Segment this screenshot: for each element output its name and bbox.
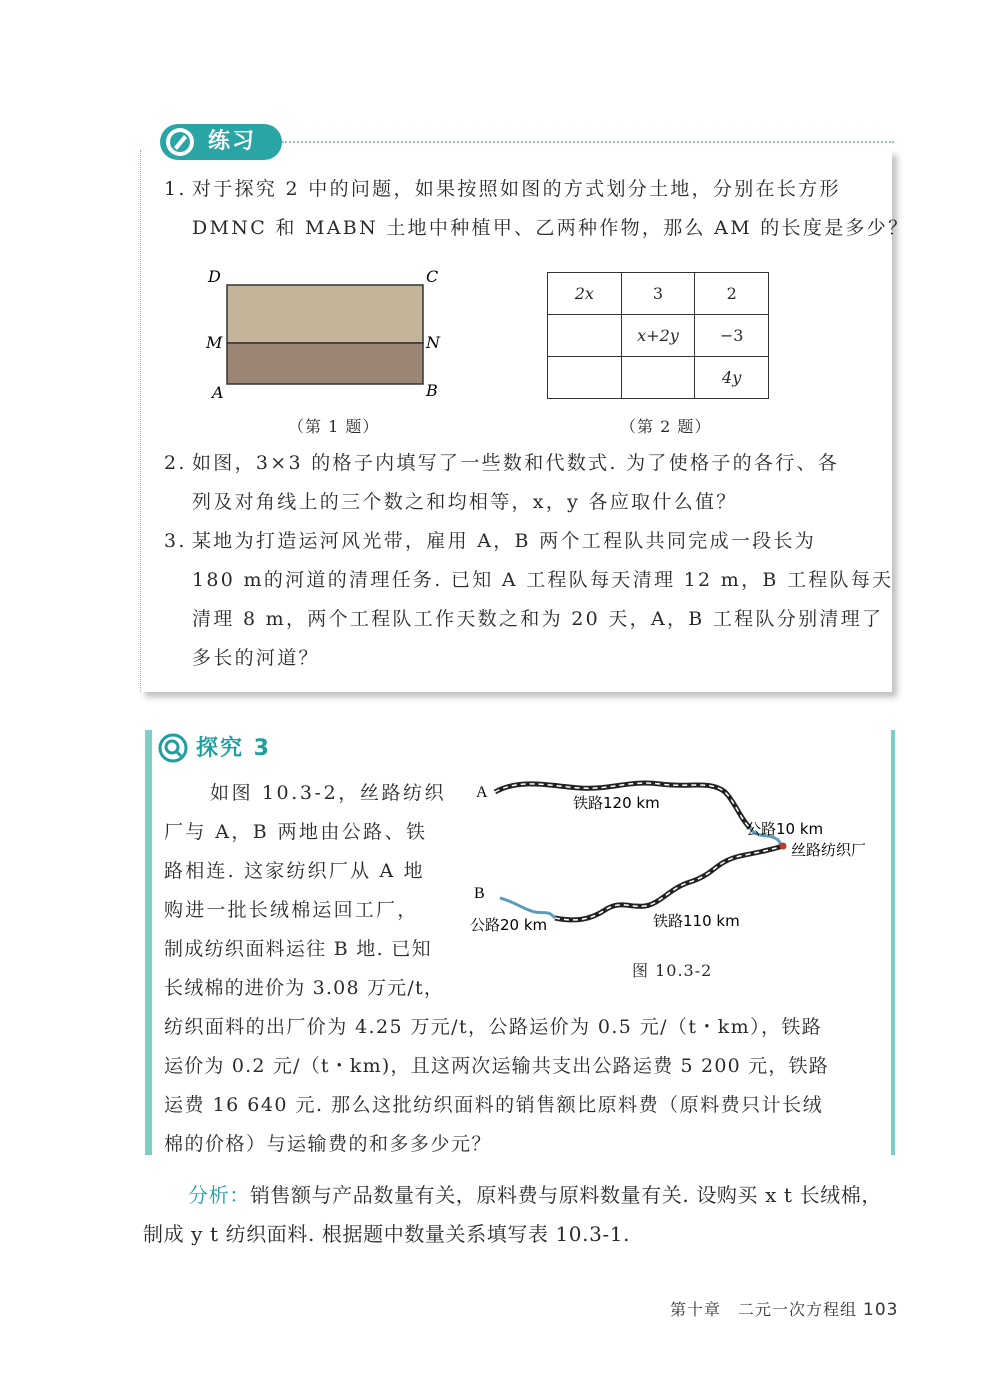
magnifier-icon [158, 733, 188, 763]
practice-header-rule [282, 141, 894, 143]
explore-left-bar [145, 730, 152, 1155]
figure-1-caption: （第 1 题） [288, 417, 380, 436]
question-2-line-1 [164, 444, 839, 483]
explore-text-line: 运价为 0.2 元/（t・km)，且这两次运输共支出公路运费 5 200 元，铁路 [164, 1055, 829, 1077]
question-text: 如图，3×3 的格子内填写了一些数和代数式. 为了使格子的各行、各 [192, 452, 840, 474]
label-c: C [426, 267, 439, 286]
question-3-line-2: 180 m的河道的清理任务. 已知 A 工程队每天清理 12 m，B 工程队每天 [192, 569, 894, 591]
question-3-line-3: 清理 8 m，两个工程队工作天数之和为 20 天，A，B 工程队分别清理了 [192, 608, 884, 630]
explore-text-line: 运费 16 640 元. 那么这批纺织面料的销售额比原料费（原料费只计长绒 [164, 1094, 824, 1116]
question-3-line-1 [164, 522, 816, 561]
explore-text-line: 棉的价格）与运输费的和多多少元？ [164, 1133, 493, 1155]
map-rail-bottom: 铁路110 km [653, 912, 740, 930]
explore-right-bar [891, 730, 895, 1155]
question-text: 对于探究 2 中的问题，如果按照如图的方式划分土地，分别在长方形 [192, 178, 841, 200]
grid-cell: 4y [695, 357, 769, 399]
practice-badge [160, 124, 282, 160]
grid-cell [548, 315, 622, 357]
map-road-bottom: 公路20 km [470, 916, 548, 934]
factory-marker [780, 843, 787, 850]
analysis-line-2: 制成 y t 纺织面料. 根据题中数量关系填写表 10.3-1. [143, 1222, 631, 1246]
chapter-title: 第十章 二元一次方程组 [670, 1300, 858, 1319]
label-a: A [212, 383, 224, 402]
explore-text-line: 路相连. 这家纺织厂从 A 地 [164, 860, 425, 882]
map-label-a: A [476, 784, 488, 801]
map-caption: 图 10.3-2 [632, 961, 713, 980]
grid-cell: −3 [695, 315, 769, 357]
figure-1-rectangle [200, 262, 450, 407]
grid-cell: 2x [548, 273, 622, 315]
label-b: B [426, 381, 438, 400]
map-label-b: B [474, 885, 485, 902]
question-1-line-1 [164, 170, 841, 209]
grid-cell: 2 [695, 273, 769, 315]
map-factory: 丝路纺织厂 [791, 841, 867, 859]
grid-cell: 3 [621, 273, 695, 315]
explore-title: 探究 3 [196, 736, 271, 761]
question-1-line-2: DMNC 和 MABN 土地中种植甲、乙两种作物，那么 AM 的长度是多少？ [192, 217, 910, 239]
map-rail-top: 铁路120 km [573, 794, 660, 812]
route-map-figure [460, 770, 890, 950]
explore-text-line: 纺织面料的出厂价为 4.25 万元/t，公路运价为 0.5 元/（t・km），铁路 [164, 1016, 823, 1038]
label-n: N [426, 333, 440, 352]
explore-text-line: 制成纺织面料运往 B 地. 已知 [164, 938, 432, 960]
page-number: 103 [863, 1300, 899, 1320]
grid-cell [621, 357, 695, 399]
explore-text-line: 厂与 A，B 两地由公路、铁 [164, 821, 428, 843]
analysis-text: 销售额与产品数量有关，原料费与原料数量有关. 设购买 x t 长绒棉， [249, 1183, 882, 1207]
map-road-top: 公路10 km [746, 820, 824, 838]
explore-text-line: 如图 10.3-2，丝路纺织 [210, 782, 447, 804]
pencil-circle-icon [164, 126, 196, 158]
figure-2-caption: （第 2 题） [620, 417, 712, 436]
analysis-label: 分析： [188, 1183, 250, 1207]
question-2-line-2: 列及对角线上的三个数之和均相等，x，y 各应取什么值？ [192, 491, 738, 513]
question-text: 某地为打造运河风光带，雇用 A，B 两个工程队共同完成一段长为 [192, 530, 817, 552]
explore-text-line: 长绒棉的进价为 3.08 万元/t， [164, 977, 445, 999]
grid-cell [548, 357, 622, 399]
page-footer [670, 1297, 898, 1320]
label-d: D [208, 267, 221, 286]
question-number: 2. [164, 452, 187, 474]
practice-title: 练习 [208, 129, 257, 154]
label-m: M [206, 333, 223, 352]
explore-text-line: 购进一批长绒棉运回工厂， [164, 899, 419, 921]
question-number: 1. [164, 178, 187, 200]
question-number: 3. [164, 530, 187, 552]
analysis-line-1 [188, 1176, 882, 1215]
figure-2-grid [547, 272, 769, 399]
question-3-line-4: 多长的河道？ [192, 647, 320, 669]
grid-cell: x+2y [621, 315, 695, 357]
